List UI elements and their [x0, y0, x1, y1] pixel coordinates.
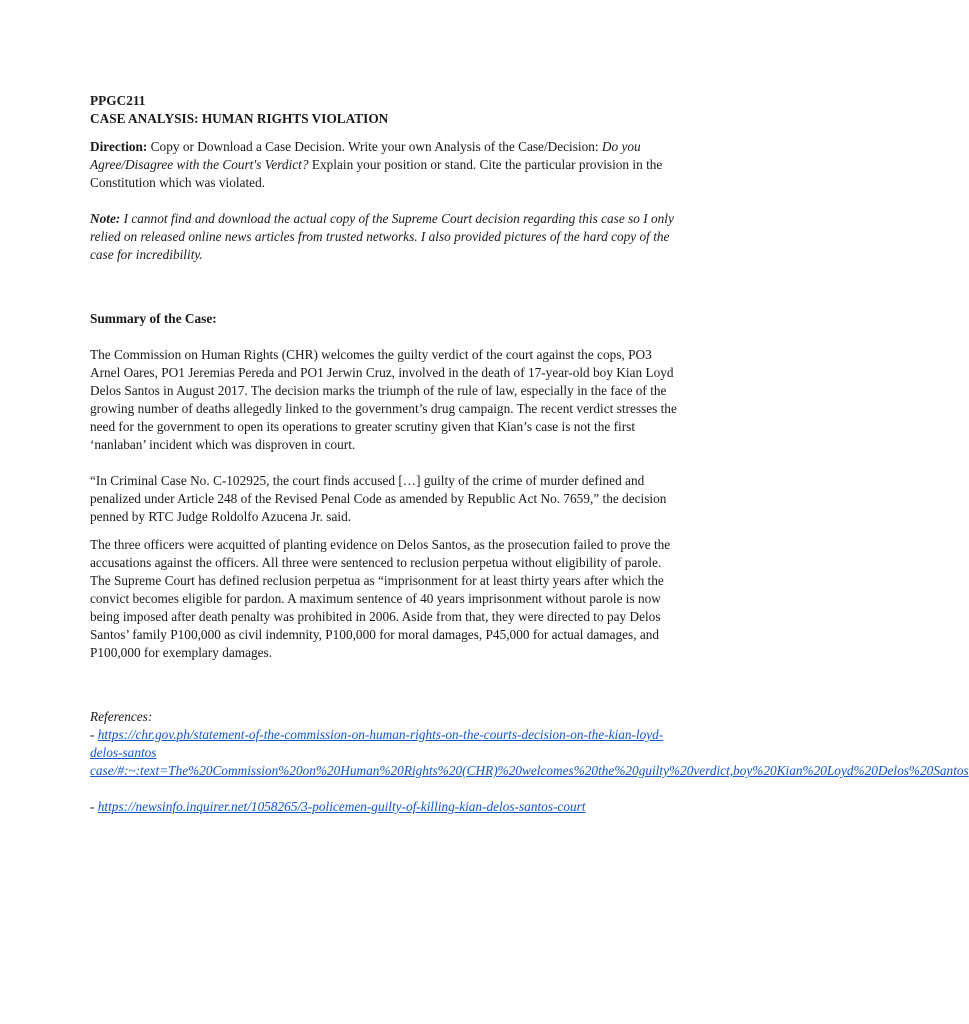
summary-paragraph-3: The three officers were acquitted of planting evidence on Delos Santos, as the prosecution failed to prove the accusations against the officers. All three were sentenced to reclusion perpetua without eligibility of parole. The Supreme Court has defined reclusion perpetua as “imprisonment for at least thirty years after which the convict becomes eligible for pardon. A maximum sentence of 40 years imprisonment without parole is now being imposed after death penalty was prohibited in 2006. Aside from that, they were directed to pay Delos Santos’ family P100,000 as civil indemnity, P100,000 for moral damages, P45,000 for actual damages, and P100,000 for exemplary damages.	[90, 537, 671, 660]
case-title: CASE ANALYSIS: HUMAN RIGHTS VIOLATION	[90, 111, 389, 126]
summary-paragraph-1: The Commission on Human Rights (CHR) welcomes the guilty verdict of the court against the cops, PO3 Arnel Oares, PO1 Jeremias Pereda and PO1 Jerwin Cruz, involved in the death of 17-year-old boy Kian Loyd Delos Santos in August 2017. The decision marks the triumph of the rule of law, especially in the face of the growing number of deaths allegedly linked to the government’s drug campaign. The recent verdict stresses the need for the government to open its operations to greater scrutiny given that Kian’s case is not the first ‘nanlaban’ incident which was disproven in court.	[90, 347, 677, 452]
summary-paragraph-2: “In Criminal Case No. C-102925, the court finds accused […] guilty of the crime of murder defined and penalized under Article 248 of the Revised Penal Code as amended by Republic Act No. 7659,” the decision penned by RTC Judge Roldolfo Azucena Jr. said.	[90, 473, 667, 524]
reference-item-2	[90, 798, 680, 816]
note-label: Note:	[90, 211, 121, 226]
reference-link-chr[interactable]: https://chr.gov.ph/statement-of-the-commission-on-human-rights-on-the-courts-decision-on-the-kian-loyd-delos-santos case/#:~:text=The%20Commission%20on%20Human%20Rights%20(CHR)%20welcomes%20the%20guilty%20verdict,boy%20Kian%20Loyd%20Delos%20Santos	[90, 727, 969, 778]
direction-label: Direction:	[90, 139, 148, 154]
document-page	[90, 92, 969, 816]
summary-heading: Summary of the Case:	[90, 311, 217, 326]
reference-prefix: -	[90, 727, 98, 742]
direction-text-1: Copy or Download a Case Decision. Write your own Analysis of the Case/Decision:	[147, 139, 602, 154]
reference-link-inquirer[interactable]: https://newsinfo.inquirer.net/1058265/3-policemen-guilty-of-killing-kian-delos-santos-court	[97, 799, 586, 814]
direction-paragraph	[90, 138, 680, 192]
direction-question: Do you Agree/Disagree with the Court's Verdict?	[90, 139, 641, 172]
direction-text-2: Explain your position or stand. Cite the particular provision in the Constitution which was violated.	[90, 157, 663, 190]
references-section	[90, 708, 969, 816]
reference-item-1	[90, 726, 969, 780]
note-text: I cannot find and download the actual copy of the Supreme Court decision regarding this case so I only relied on released online news articles from trusted networks. I also provided pictures of the hard copy of the case for incredibility.	[90, 211, 674, 262]
references-heading: References:	[90, 709, 153, 724]
course-code: PPGC211	[90, 93, 146, 108]
note-paragraph	[90, 210, 680, 264]
reference-prefix: -	[90, 799, 98, 814]
